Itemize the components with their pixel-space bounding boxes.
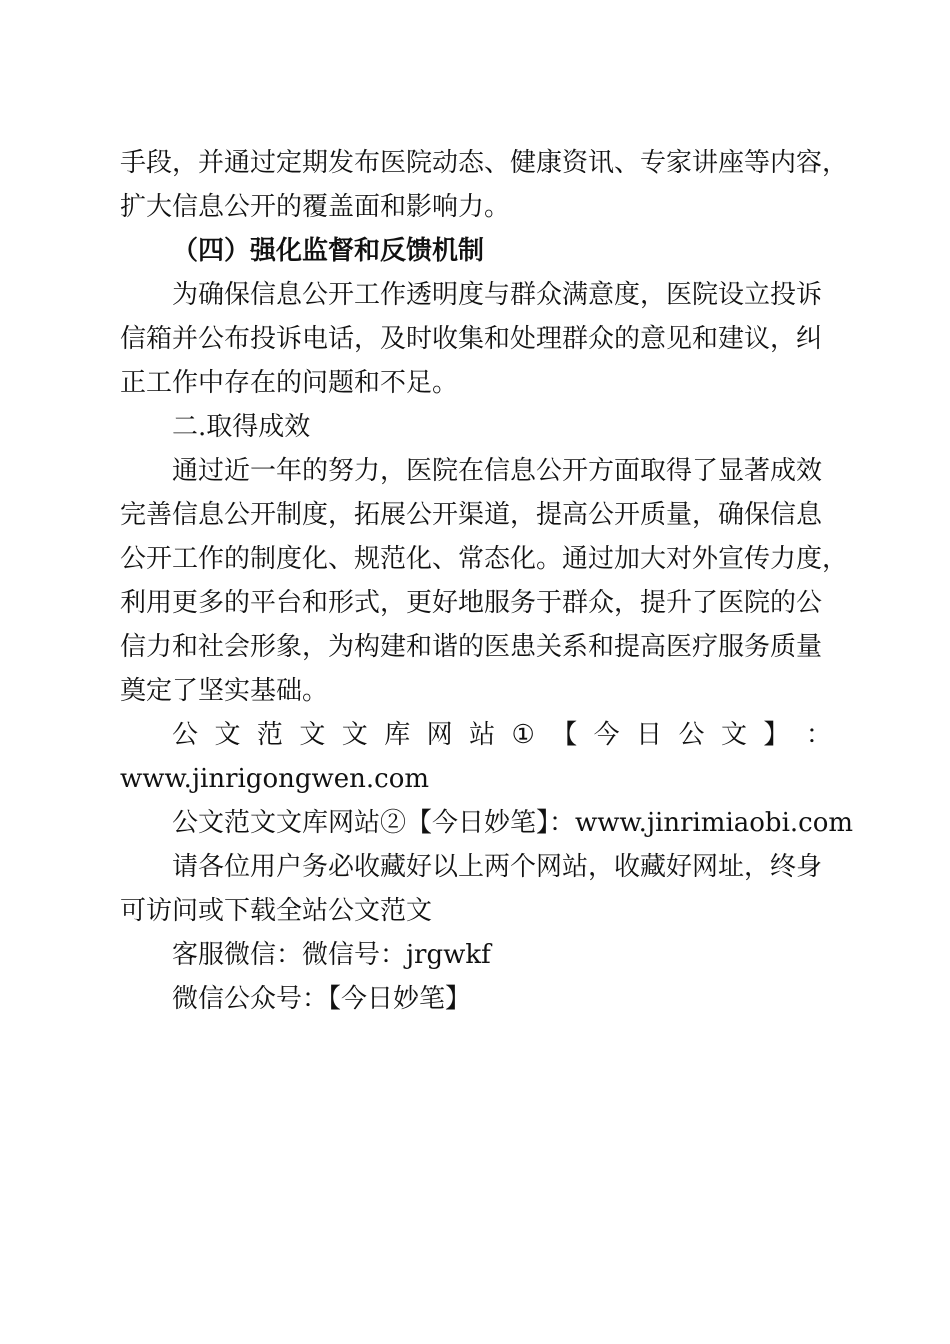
- text-line: 信箱并公布投诉电话，及时收集和处理群众的意见和建议，纠: [120, 324, 823, 354]
- text-line: 手段，并通过定期发布医院动态、健康资讯、专家讲座等内容，: [120, 148, 849, 178]
- website-two[interactable]: 公文范文文库网站②【今日妙笔】：www.jinrimiaobi.com: [172, 808, 854, 838]
- website-one-url[interactable]: www.jinrigongwen.com: [120, 764, 430, 794]
- title-char: 文: [341, 720, 368, 750]
- title-char: ①: [511, 720, 535, 750]
- title-char: 库: [384, 720, 411, 750]
- text-line: 公开工作的制度化、规范化、常态化。通过加大对外宣传力度，: [120, 544, 849, 574]
- paragraph-channels: [120, 141, 849, 229]
- title-char: 】: [763, 720, 790, 750]
- title-char: 范: [256, 720, 283, 750]
- title-char: 站: [469, 720, 496, 750]
- title-char: 公: [678, 720, 705, 750]
- title-char: 文: [720, 720, 747, 750]
- website-one: [120, 713, 832, 801]
- title-char: 【: [551, 720, 578, 750]
- paragraph-results: [120, 449, 849, 713]
- title-char: 日: [636, 720, 663, 750]
- paragraph-notice: [120, 845, 832, 933]
- text-line: 完善信息公开制度，拓展公开渠道，提高公开质量，确保信息: [120, 500, 823, 530]
- text-line: 请各位用户务必收藏好以上两个网站，收藏好网址，终身: [172, 852, 823, 882]
- title-char: 公: [172, 720, 199, 750]
- wechat-public-account: 微信公众号：【今日妙笔】: [172, 984, 472, 1014]
- section-heading-results: 二.取得成效: [172, 412, 311, 442]
- title-char: 今: [593, 720, 620, 750]
- text-line: 为确保信息公开工作透明度与群众满意度，医院设立投诉: [172, 280, 823, 310]
- text-line: 可访问或下载全站公文范文: [120, 896, 433, 926]
- text-line: 扩大信息公开的覆盖面和影响力。: [120, 192, 511, 222]
- text-line: 利用更多的平台和形式，更好地服务于群众，提升了医院的公: [120, 588, 823, 618]
- paragraph-supervision: [120, 273, 832, 405]
- title-char: 文: [299, 720, 326, 750]
- wechat-service: 客服微信：微信号：jrgwkf: [172, 940, 491, 970]
- text-line: 正工作中存在的问题和不足。: [120, 368, 459, 398]
- title-char: 文: [214, 720, 241, 750]
- text-line: 信力和社会形象，为构建和谐的医患关系和提高医疗服务质量: [120, 632, 823, 662]
- title-char: ：: [805, 720, 832, 750]
- website-one-title: [120, 713, 832, 757]
- text-line: 奠定了坚实基础。: [120, 676, 329, 706]
- title-char: 网: [426, 720, 453, 750]
- text-line: 通过近一年的努力，医院在信息公开方面取得了显著成效: [172, 456, 823, 486]
- document-body: [120, 141, 854, 1021]
- heading-supervision: （四）强化监督和反馈机制: [172, 236, 485, 266]
